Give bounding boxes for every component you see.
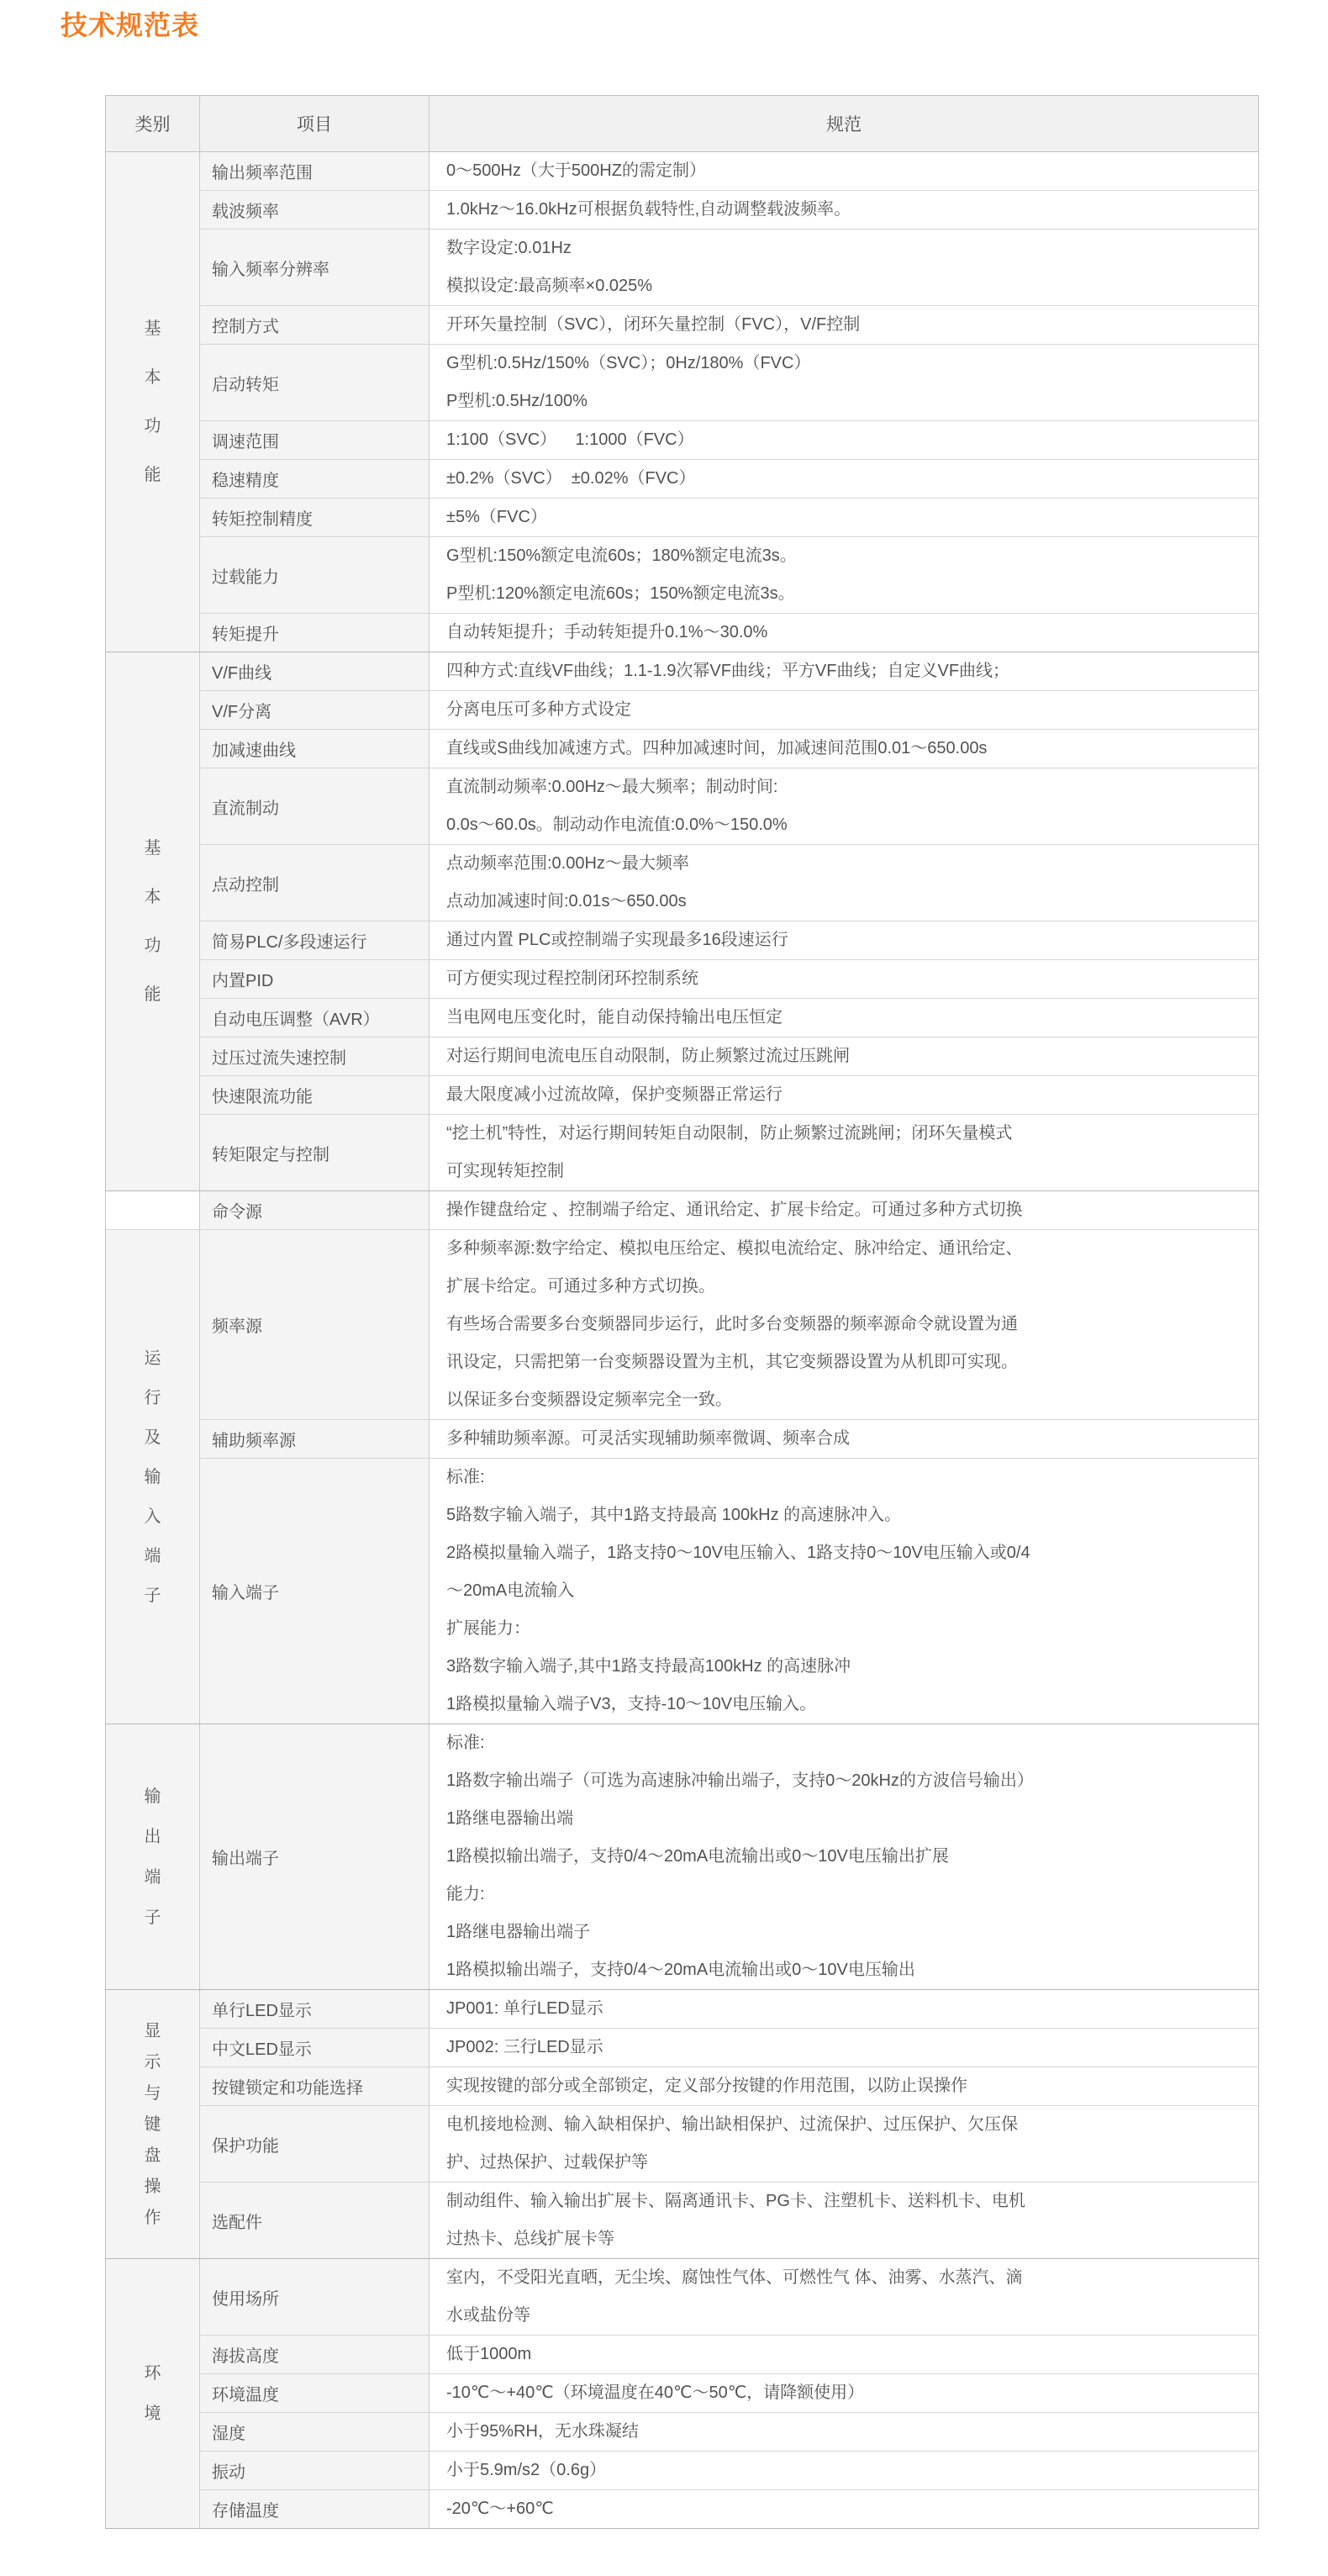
spec-line: 5路数字输入端子，其中1路支持最高 100kHz 的高速脉冲入。: [446, 1506, 902, 1524]
spec-line: 0～500Hz（大于500HZ的需定制）: [446, 161, 706, 180]
spec-cell: [429, 499, 1259, 537]
spec-line: 扩展能力：: [446, 1619, 530, 1638]
spec-cell: [429, 2452, 1259, 2490]
category-label: 运 行 及 输 入 端 子: [144, 1349, 161, 1605]
item-cell: 输入端子: [200, 1459, 429, 1724]
table-row: [106, 1990, 1259, 2029]
spec-line: 讯设定，只需把第一台变频器设置为主机，其它变频器设置为从机即可实现。: [446, 1353, 1018, 1371]
spec-cell: [429, 2183, 1259, 2259]
item-cell: 保护功能: [200, 2106, 429, 2183]
table-row: [106, 845, 1259, 921]
spec-line: P型机:120%额定电流60s；150%额定电流3s。: [446, 584, 795, 603]
item-cell: 单行LED显示: [200, 1990, 429, 2029]
spec-cell: [429, 614, 1259, 652]
spec-line: 点动加减速时间:0.01s～650.00s: [446, 892, 687, 911]
table-row: [106, 1724, 1259, 1990]
spec-line: JP001: 单行LED显示: [446, 1999, 603, 2018]
spec-cell: [429, 768, 1259, 845]
spec-line: 直线或S曲线加减速方式。四种加减速时间，加减速间范围0.01～650.00s: [446, 739, 988, 757]
spec-line: “挖土机”特性，对运行期间转矩自动限制，防止频繁过流跳闸；闭环矢量模式: [446, 1124, 1013, 1143]
spec-line: 有些场合需要多台变频器同步运行，此时多台变频器的频率源命令就设置为通: [446, 1315, 1018, 1333]
spec-line: ±5%（FVC）: [446, 508, 547, 526]
spec-line: 室内，不受阳光直晒，无尘埃、腐蚀性气体、可燃性气 体、油雾、水蒸汽、滴: [446, 2268, 1023, 2287]
table-row: [106, 421, 1259, 460]
table-row: [106, 768, 1259, 845]
table-row: [106, 2336, 1259, 2374]
item-cell: V/F分离: [200, 691, 429, 730]
item-cell: 使用场所: [200, 2259, 429, 2336]
table-row: [106, 2490, 1259, 2529]
item-cell: 启动转矩: [200, 345, 429, 421]
table-row: [106, 614, 1259, 652]
spec-line: 对运行期间电流电压自动限制，防止频繁过流过压跳闸: [446, 1047, 850, 1065]
item-cell: 过载能力: [200, 537, 429, 614]
category-cell: [106, 1724, 200, 1990]
spec-line: 自动转矩提升；手动转矩提升0.1%～30.0%: [446, 623, 768, 641]
item-cell: 自动电压调整（AVR）: [200, 999, 429, 1037]
category-cell: [106, 652, 200, 1191]
table-row: [106, 1115, 1259, 1191]
spec-line: 1.0kHz～16.0kHz可根据负载特性,自动调整载波频率。: [446, 200, 851, 219]
category-cell: [106, 1990, 200, 2259]
spec-cell: [429, 2067, 1259, 2106]
spec-cell: [429, 2413, 1259, 2452]
table-row: [106, 999, 1259, 1037]
table-body: [106, 152, 1259, 2529]
spec-line: 护、过热保护、过载保护等: [446, 2153, 648, 2172]
spec-cell: [429, 306, 1259, 345]
item-cell: 频率源: [200, 1230, 429, 1420]
spec-line: 小于95%RH，无水珠凝结: [446, 2422, 639, 2441]
spec-cell: [429, 921, 1259, 960]
spec-line: 能力:: [446, 1885, 485, 1903]
table-row: [106, 499, 1259, 537]
spec-cell: [429, 2336, 1259, 2374]
spec-cell: [429, 1115, 1259, 1191]
spec-cell: [429, 191, 1259, 230]
spec-line: 点动频率范围:0.00Hz～最大频率: [446, 854, 689, 873]
table-row: [106, 152, 1259, 191]
item-cell: 存储温度: [200, 2490, 429, 2529]
spec-line: 标准:: [446, 1734, 485, 1752]
spec-cell: [429, 152, 1259, 191]
item-cell: 调速范围: [200, 421, 429, 460]
spec-line: 四种方式:直线VF曲线；1.1-1.9次幂VF曲线；平方VF曲线；自定义VF曲线；: [446, 662, 1010, 680]
spec-cell: [429, 2374, 1259, 2413]
spec-line: 通过内置 PLC或控制端子实现最多16段速运行: [446, 931, 788, 949]
item-cell: 转矩控制精度: [200, 499, 429, 537]
table-row: [106, 230, 1259, 306]
item-cell: 转矩提升: [200, 614, 429, 652]
spec-cell: [429, 1230, 1259, 1420]
spec-cell: [429, 2259, 1259, 2336]
spec-cell: [429, 2106, 1259, 2183]
spec-line: -20℃～+60℃: [446, 2499, 554, 2518]
item-cell: 选配件: [200, 2183, 429, 2259]
item-cell: 命令源: [200, 1191, 429, 1230]
spec-line: 模拟设定:最高频率×0.025%: [446, 277, 653, 295]
table-row: [106, 2259, 1259, 2336]
item-cell: 稳速精度: [200, 460, 429, 499]
spec-line: 1路模拟输出端子，支持0/4～20mA电流输出或0～10V电压输出: [446, 1961, 915, 1979]
spec-line: 电机接地检测、输入缺相保护、输出缺相保护、过流保护、过压保护、欠压保: [446, 2115, 1018, 2134]
spec-cell: [429, 1420, 1259, 1459]
category-cell: [106, 2259, 200, 2529]
spec-cell: [429, 845, 1259, 921]
spec-cell: [429, 1191, 1259, 1230]
spec-line: 最大限度减小过流故障，保护变频器正常运行: [446, 1085, 783, 1104]
spec-line: 3路数字输入端子,其中1路支持最高100kHz 的高速脉冲: [446, 1657, 851, 1676]
spec-line: ±0.2%（SVC） ±0.02%（FVC）: [446, 469, 696, 488]
spec-cell: [429, 730, 1259, 768]
spec-cell: [429, 1990, 1259, 2029]
spec-cell: [429, 1076, 1259, 1115]
spec-line: 当电网电压变化时，能自动保持输出电压恒定: [446, 1008, 783, 1027]
spec-cell: [429, 421, 1259, 460]
spec-line: 数字设定:0.01Hz: [446, 239, 572, 257]
header-spec: 规范: [429, 96, 1259, 152]
page-title: 技术规范表: [61, 10, 200, 40]
spec-line: 分离电压可多种方式设定: [446, 700, 631, 719]
spec-line: 1路继电器输出端子: [446, 1923, 591, 1941]
spec-line: 实现按键的部分或全部锁定，定义部分按键的作用范围，以防止误操作: [446, 2077, 967, 2095]
table-row: [106, 537, 1259, 614]
spec-line: G型机:0.5Hz/150%（SVC）；0Hz/180%（FVC）: [446, 354, 811, 372]
item-cell: 振动: [200, 2452, 429, 2490]
spec-line: 低于1000m: [446, 2345, 532, 2363]
table-row: [106, 2183, 1259, 2259]
table-row: [106, 306, 1259, 345]
spec-line: 以保证多台变频器设定频率完全一致。: [446, 1391, 732, 1409]
spec-line: 可方便实现过程控制闭环控制系统: [446, 969, 698, 988]
table-row: [106, 345, 1259, 421]
spec-cell: [429, 1724, 1259, 1990]
item-cell: 输出端子: [200, 1724, 429, 1990]
table-row: [106, 691, 1259, 730]
table-row: [106, 921, 1259, 960]
item-cell: 转矩限定与控制: [200, 1115, 429, 1191]
spec-line: 1路模拟量输入端子V3，支持-10～10V电压输入。: [446, 1695, 817, 1713]
table-row: [106, 460, 1259, 499]
category-cell: [106, 1230, 200, 1724]
spec-line: 扩展卡给定。可通过多种方式切换。: [446, 1277, 715, 1296]
spec-line: P型机:0.5Hz/100%: [446, 392, 588, 410]
item-cell: 内置PID: [200, 960, 429, 999]
table-row: [106, 730, 1259, 768]
table-row: [106, 960, 1259, 999]
spec-line: 0.0s～60.0s。制动动作电流值:0.0%～150.0%: [446, 816, 788, 834]
table-row: [106, 2374, 1259, 2413]
item-cell: 快速限流功能: [200, 1076, 429, 1115]
table-row: [106, 1420, 1259, 1459]
spec-line: 1路模拟输出端子，支持0/4～20mA电流输出或0～10V电压输出扩展: [446, 1847, 949, 1866]
table-row: [106, 2067, 1259, 2106]
spec-cell: [429, 2029, 1259, 2067]
spec-line: JP002: 三行LED显示: [446, 2038, 603, 2056]
spec-cell: [429, 537, 1259, 614]
item-cell: 点动控制: [200, 845, 429, 921]
spec-line: 1路继电器输出端: [446, 1809, 574, 1828]
spec-line: 可实现转矩控制: [446, 1162, 564, 1180]
table-row: [106, 1191, 1259, 1230]
item-cell: 过压过流失速控制: [200, 1037, 429, 1076]
table-row: [106, 1076, 1259, 1115]
item-cell: 加减速曲线: [200, 730, 429, 768]
category-cell: [106, 152, 200, 652]
item-cell: 中文LED显示: [200, 2029, 429, 2067]
category-label: 基 本 功 能: [144, 319, 161, 484]
spec-line: 小于5.9m/s2（0.6g）: [446, 2461, 607, 2479]
item-cell: 载波频率: [200, 191, 429, 230]
item-cell: 输入频率分辨率: [200, 230, 429, 306]
spec-line: 1路数字输出端子（可选为高速脉冲输出端子，支持0～20kHz的方波信号输出）: [446, 1771, 1034, 1790]
category-empty-cell: [106, 1191, 200, 1230]
spec-line: 直流制动频率:0.00Hz～最大频率；制动时间:: [446, 778, 778, 796]
spec-line: G型机:150%额定电流60s；180%额定电流3s。: [446, 546, 797, 565]
spec-line: ～20mA电流输入: [446, 1581, 575, 1600]
header-category: 类别: [106, 96, 200, 152]
table-row: [106, 2452, 1259, 2490]
header-item: 项目: [200, 96, 429, 152]
spec-cell: [429, 999, 1259, 1037]
category-label: 显 示 与 键 盘 操 作: [144, 2021, 161, 2227]
table-row: [106, 1230, 1259, 1420]
spec-cell: [429, 652, 1259, 691]
spec-line: 过热卡、总线扩展卡等: [446, 2230, 614, 2248]
table-row: [106, 652, 1259, 691]
spec-line: 操作键盘给定 、控制端子给定、通讯给定、扩展卡给定。可通过多种方式切换: [446, 1201, 1023, 1219]
spec-line: 1:100（SVC） 1:1000（FVC）: [446, 430, 694, 449]
item-cell: 控制方式: [200, 306, 429, 345]
spec-line: 开环矢量控制（SVC），闭环矢量控制（FVC），V/F控制: [446, 315, 861, 334]
spec-line: 水或盐份等: [446, 2306, 530, 2325]
spec-table: [105, 95, 1259, 2529]
item-cell: 简易PLC/多段速运行: [200, 921, 429, 960]
spec-line: 标准:: [446, 1468, 485, 1486]
spec-cell: [429, 1459, 1259, 1724]
item-cell: 输出频率范围: [200, 152, 429, 191]
category-label: 环 境: [144, 2364, 161, 2423]
item-cell: 湿度: [200, 2413, 429, 2452]
header-row: [106, 96, 1259, 152]
table-row: [106, 2106, 1259, 2183]
table-row: [106, 1459, 1259, 1724]
table-row: [106, 191, 1259, 230]
spec-cell: [429, 460, 1259, 499]
spec-cell: [429, 1037, 1259, 1076]
spec-cell: [429, 691, 1259, 730]
table-row: [106, 2029, 1259, 2067]
spec-line: 多种辅助频率源。可灵活实现辅助频率微调、频率合成: [446, 1429, 850, 1448]
item-cell: 环境温度: [200, 2374, 429, 2413]
spec-line: -10℃～+40℃（环境温度在40℃～50℃，请降额使用）: [446, 2383, 865, 2402]
item-cell: V/F曲线: [200, 652, 429, 691]
spec-cell: [429, 960, 1259, 999]
category-label: 输 出 端 子: [144, 1787, 161, 1927]
item-cell: 辅助频率源: [200, 1420, 429, 1459]
table-row: [106, 1037, 1259, 1076]
spec-line: 制动组件、输入输出扩展卡、隔离通讯卡、PG卡、注塑机卡、送料机卡、电机: [446, 2192, 1025, 2210]
spec-cell: [429, 345, 1259, 421]
spec-cell: [429, 2490, 1259, 2529]
spec-line: 多种频率源:数字给定、模拟电压给定、模拟电流给定、脉冲给定、通讯给定、: [446, 1239, 1023, 1258]
item-cell: 直流制动: [200, 768, 429, 845]
spec-cell: [429, 230, 1259, 306]
table-row: [106, 2413, 1259, 2452]
item-cell: 按键锁定和功能选择: [200, 2067, 429, 2106]
category-label: 基 本 功 能: [144, 839, 161, 1004]
spec-line: 2路模拟量输入端子，1路支持0～10V电压输入、1路支持0～10V电压输入或0/4: [446, 1544, 1030, 1562]
item-cell: 海拔高度: [200, 2336, 429, 2374]
